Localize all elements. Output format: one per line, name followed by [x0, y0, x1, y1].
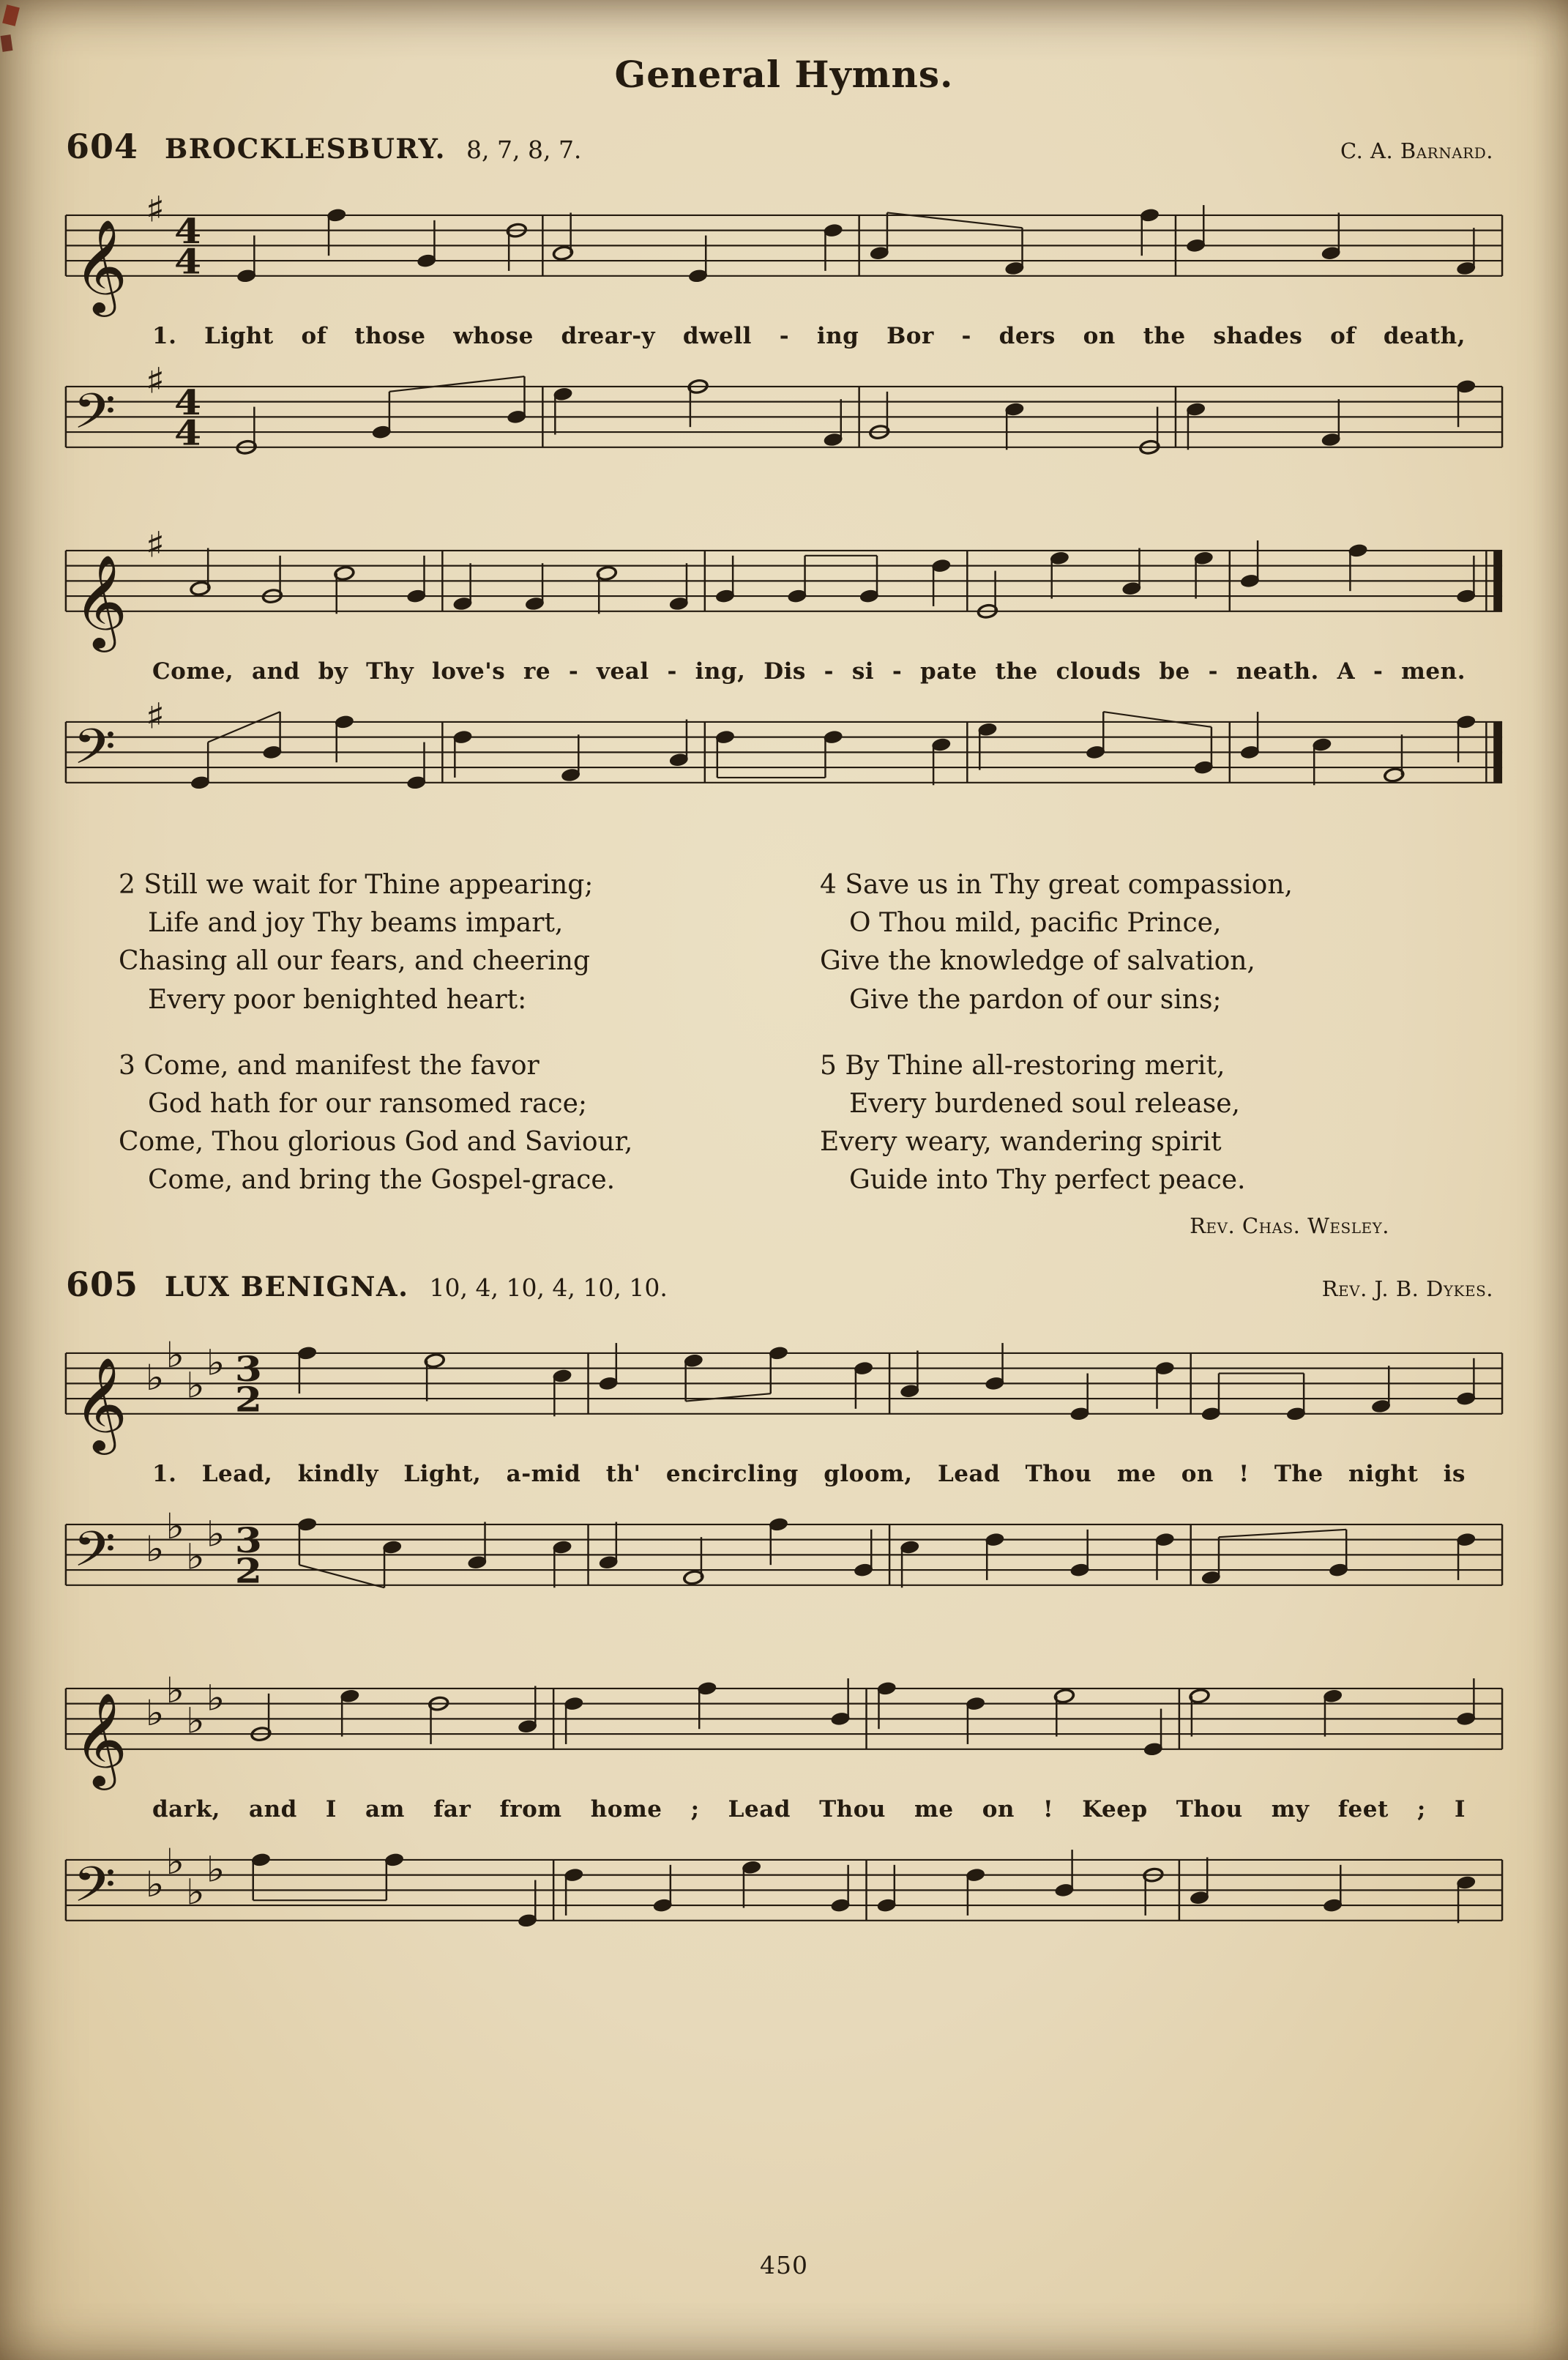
music-system-605-1	[61, 1320, 1507, 1631]
treble-staff	[61, 1320, 1507, 1459]
music-system-605-2	[61, 1656, 1507, 1966]
hymn-number: 604	[66, 127, 139, 166]
verse-line: Chasing all our fears, and cheering	[119, 946, 591, 977]
verse-line: Every burdened soul release,	[849, 1088, 1240, 1119]
verses-left-column	[119, 866, 761, 1228]
svg-text:4: 4	[173, 412, 202, 453]
verse-line: Every poor benighted heart:	[148, 984, 527, 1015]
page-edge-artifact	[0, 0, 37, 73]
svg-text:♭: ♭	[165, 1505, 185, 1547]
svg-text:3: 3	[234, 1519, 262, 1560]
treble-staff	[61, 1656, 1507, 1795]
verse-line: Guide into Thy perfect peace.	[849, 1165, 1246, 1196]
bass-staff	[61, 1827, 1507, 1966]
page-number: 450	[760, 2251, 808, 2279]
svg-text:♭: ♭	[185, 1536, 205, 1577]
verse-2	[119, 866, 761, 1019]
svg-text:♭: ♭	[185, 1700, 205, 1741]
hymn-meter: 8, 7, 8, 7.	[466, 135, 582, 164]
verse-line: Life and joy Thy beams impart,	[148, 908, 564, 939]
verse-line: 4 Save us in Thy great compassion,	[820, 870, 1293, 900]
svg-text:♭: ♭	[165, 1670, 185, 1711]
verse-line: Give the pardon of our sins;	[849, 984, 1222, 1015]
lyric-line: 1. Light of those whose drear-y dwell - ing Bor - ders on the shades of death,	[152, 323, 1466, 349]
svg-text:𝄢: 𝄢	[72, 1521, 116, 1590]
hymn-605-heading	[66, 1265, 1502, 1304]
svg-text:𝄢: 𝄢	[72, 1856, 116, 1925]
svg-text:♭: ♭	[185, 1872, 205, 1913]
lyric-line: dark, and I am far from home ; Lead Thou me on ! Keep Thou my feet ; I	[152, 1795, 1466, 1823]
bass-staff	[61, 1492, 1507, 1631]
svg-text:♭: ♭	[145, 1692, 165, 1734]
svg-text:♭: ♭	[206, 1342, 225, 1383]
page-title: General Hymns.	[614, 53, 954, 96]
verse-line: Come, and bring the Gospel-grace.	[148, 1165, 616, 1196]
svg-text:𝄢: 𝄢	[72, 384, 116, 452]
hymn-meter: 10, 4, 10, 4, 10, 10.	[429, 1273, 668, 1302]
hymn-number: 605	[66, 1264, 139, 1304]
bass-staff	[61, 354, 1507, 493]
treble-staff	[61, 182, 1507, 321]
treble-staff	[61, 518, 1507, 657]
verse-line: 5 By Thine all-restoring merit,	[820, 1050, 1225, 1081]
svg-text:4: 4	[173, 382, 202, 423]
verse-line: 2 Still we wait for Thine appearing;	[119, 870, 594, 900]
svg-text:3: 3	[234, 1348, 262, 1389]
hymn-title: LUX BENIGNA.	[165, 1270, 409, 1303]
hymn-title: BROCKLESBURY.	[165, 133, 447, 165]
svg-text:4: 4	[173, 211, 202, 252]
verse-5	[820, 1047, 1463, 1200]
bass-staff	[61, 689, 1507, 828]
svg-text:4: 4	[173, 241, 202, 282]
hymn-composer: Rev. J. B. Dykes.	[1321, 1276, 1493, 1301]
verses-right-column	[820, 866, 1463, 1228]
lyric-line: Come, and by Thy love's re - veal - ing, Dis - si - pate the clouds be - neath. A - men.	[152, 658, 1466, 685]
verse-line: Every weary, wandering spirit	[820, 1127, 1222, 1158]
verse-4	[820, 866, 1463, 1019]
svg-text:♭: ♭	[145, 1864, 165, 1905]
svg-text:♭: ♭	[206, 1514, 225, 1555]
svg-text:2: 2	[234, 1550, 262, 1591]
verse-line: Come, Thou glorious God and Saviour,	[119, 1127, 633, 1158]
svg-text:♭: ♭	[206, 1849, 225, 1890]
svg-text:♯: ♯	[145, 360, 165, 402]
svg-text:♭: ♭	[165, 1841, 185, 1883]
verse-line: 3 Come, and manifest the favor	[119, 1050, 540, 1081]
svg-text:♭: ♭	[165, 1334, 185, 1376]
verses-604	[61, 853, 1507, 1228]
lyric-line: 1. Lead, kindly Light, a-mid th' encircling gloom, Lead Thou me on ! The night is	[152, 1460, 1466, 1487]
verse-line: God hath for our ransomed race;	[148, 1088, 588, 1119]
hymn-author: Rev. Chas. Wesley.	[1190, 1213, 1389, 1238]
svg-text:𝄞: 𝄞	[72, 1691, 128, 1786]
verse-line: O Thou mild, pacific Prince,	[849, 908, 1222, 939]
svg-text:♭: ♭	[145, 1528, 165, 1570]
svg-text:𝄢: 𝄢	[72, 719, 116, 787]
svg-text:𝄞: 𝄞	[72, 554, 128, 649]
svg-text:2: 2	[234, 1379, 262, 1420]
svg-text:𝄞: 𝄞	[72, 1356, 128, 1451]
verse-3	[119, 1047, 761, 1200]
svg-text:♯: ♯	[145, 696, 165, 737]
svg-text:♯: ♯	[145, 189, 165, 231]
hymn-composer: C. A. Barnard.	[1340, 138, 1493, 163]
hymn-604	[61, 100, 1507, 1238]
music-system-604-1	[61, 182, 1507, 493]
hymn-605	[61, 1238, 1507, 1991]
svg-text:♭: ♭	[185, 1365, 205, 1406]
svg-text:♭: ♭	[145, 1357, 165, 1399]
svg-text:♯: ♯	[145, 524, 165, 566]
hymn-604-heading	[66, 127, 1502, 166]
svg-text:𝄞: 𝄞	[72, 218, 128, 313]
svg-text:♭: ♭	[206, 1678, 225, 1719]
music-system-604-2	[61, 518, 1507, 828]
verse-line: Give the knowledge of salvation,	[820, 946, 1255, 977]
